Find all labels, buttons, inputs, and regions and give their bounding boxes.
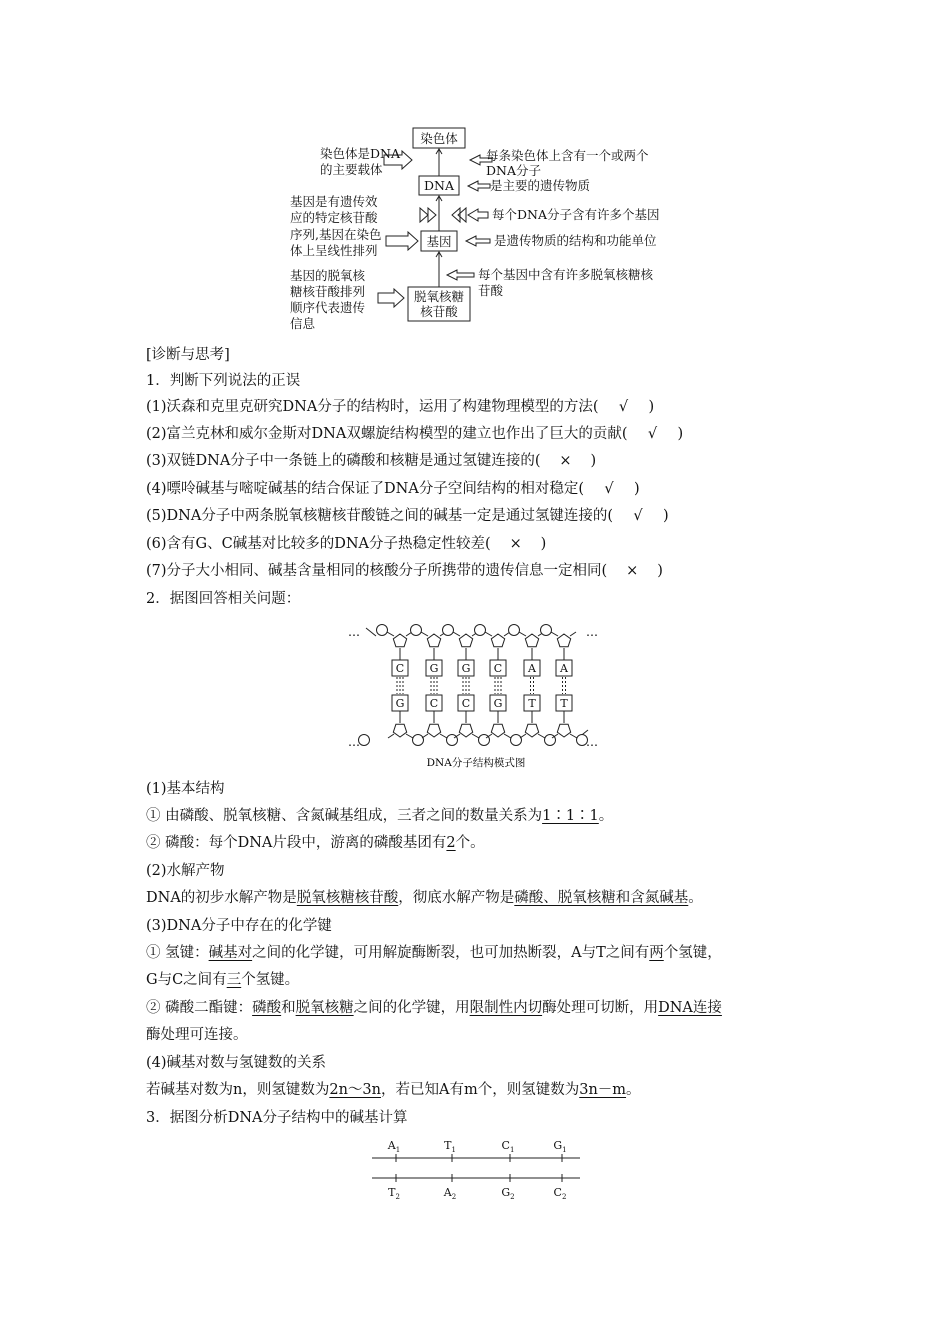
phosphate-circle [509,625,520,636]
vertical-arrows [436,149,442,287]
deoxyribose-pentagon [557,634,570,647]
backbone-segment [570,632,576,636]
base-label: T [528,697,536,710]
answer-blank: 1∶1∶1 [542,808,599,824]
concept-map-figure [282,124,682,334]
base-label: A [528,662,536,675]
strand-2-base-label: $A_2$ [443,1186,457,1201]
left-note-gene-1: 基因是有遗传效 [290,194,378,209]
part-1-a: ① 由磷酸、脱氧核糖、含氮碱基组成，三者之间的数量关系为1∶1∶1。 [146,808,614,824]
backbone-segment [485,632,492,636]
backbone-segment [570,734,577,738]
dna-structure-figure [346,620,606,772]
left-note-gene-3: 序列,基因在染色 [290,227,382,242]
answer-blank: 磷酸 [252,1000,282,1016]
deoxyribose-pentagon [525,724,538,737]
part-1-b: ② 磷酸：每个DNA片段中，游离的磷酸基团有2个。 [146,835,485,851]
backbone-segment [519,632,526,636]
strand-1-base-label: $C_1$ [501,1139,515,1154]
base-label: G [493,697,503,710]
strand-1-base-label: $A_1$ [387,1139,401,1154]
phosphate-circle [511,735,522,746]
strand-1-base-label: $G_1$ [553,1139,567,1154]
backbone-segment [520,734,526,738]
answer-blank: DNA连接 [658,1000,722,1016]
deoxyribose-pentagon [459,724,472,737]
deoxyribose-pentagon [393,724,406,737]
base-label: G [395,697,405,710]
base-label: C [395,662,405,675]
left-open-arrows [378,151,436,307]
part-4-title: (4)碱基对数与氢键数的关系 [146,1055,327,1071]
judgement-item: (2)富兰克林和威尔金斯对DNA双螺旋结构模型的建立也作出了巨大的贡献( √ ) [146,426,684,442]
part-3-b-line-2: 酶处理可连接。 [146,1027,248,1043]
right-note-7: 苷酸 [478,283,504,298]
backbone-segment [406,734,413,738]
answer-blank: 两 [649,945,664,961]
judgement-item: (7)分子大小相同、碱基含量相同的核酸分子所携带的遗传信息一定相同( × ) [146,563,663,579]
backbone-segment [422,734,428,738]
strand-2-base-label: $C_2$ [553,1186,567,1201]
answer-blank: 脱氧核糖 [295,1000,354,1016]
right-note-4: 每个DNA分子含有许多个基因 [492,207,660,222]
deoxyribose-pentagon [557,724,570,737]
part-3-a-line-1: ① 氢键：碱基对之间的化学键，可用解旋酶断裂，也可加热断裂，A与T之间有两个氢键， [146,945,722,961]
strand-2-base-label: $T_2$ [388,1186,400,1201]
backbone-segment [388,734,394,738]
backbone-segment [504,734,511,738]
answer-blank: 磷酸、脱氧核糖和含氮碱基 [514,890,689,906]
judgement-item: (3)双链DNA分子中一条链上的磷酸和核糖是通过氢键连接的( × ) [146,453,597,469]
phosphate-circle [377,625,388,636]
right-open-arrows [442,155,492,280]
backbone-segment [366,628,376,636]
question-1-title: 1．判断下列说法的正误 [146,373,301,389]
nucleotide-box-label-2: 核苷酸 [420,304,458,319]
backbone-segment [421,632,428,636]
deoxyribose-pentagon [427,724,440,737]
question-3-title: 3．据图分析DNA分子结构中的碱基计算 [146,1110,408,1126]
part-2-text: DNA的初步水解产物是脱氧核糖核苷酸，彻底水解产物是磷酸、脱氧核糖和含氮碱基。 [146,890,703,906]
dna-box-label: DNA [424,178,454,193]
phosphate-circle [541,625,552,636]
section-heading: [诊断与思考] [146,347,230,363]
backbone-segment [387,632,394,636]
part-3-title: (3)DNA分子中存在的化学键 [146,918,332,934]
chromosome-box-label: 染色体 [420,131,458,146]
left-note-nucleotide-3: 顺序代表遗传 [290,300,366,315]
part-4-text: 若碱基对数为n，则氢键数为2n～3n，若已知A有m个，则氢键数为3n－m。 [146,1082,641,1098]
left-note-nucleotide-2: 糖核苷酸排列 [290,284,366,299]
strand-2-base-label: $G_2$ [501,1186,515,1201]
phosphate-circle [475,625,486,636]
answer-blank: 3n－m [579,1082,627,1098]
deoxyribose-pentagon [525,634,538,647]
deoxyribose-pentagon [427,634,440,647]
judgement-item: (5)DNA分子中两条脱氧核糖核苷酸链之间的碱基一定是通过氢键连接的( √ ) [146,508,669,524]
answer-blank: 2n～3n [329,1082,381,1098]
phosphate-circle [447,735,458,746]
base-label: G [429,662,439,675]
question-2-title: 2．据图回答相关问题： [146,591,301,607]
phosphate-circle [545,735,556,746]
answer-blank: 脱氧核糖核苷酸 [296,890,399,906]
nucleotide-box-label-1: 脱氧核糖 [413,289,465,304]
answer-blank: 限制性内切 [469,1000,543,1016]
dna-figure-caption: DNA分子结构模式图 [426,757,526,769]
base-label: C [461,697,471,710]
right-note-2: DNA分子 [486,163,541,178]
left-note-nucleotide-4: 信息 [290,316,316,331]
part-3-b-line-1: ② 磷酸二酯键：磷酸和脱氧核糖之间的化学键，用限制性内切酶处理可切断，用DNA连接 [146,1000,722,1016]
phosphate-circle [443,625,454,636]
base-label: A [560,662,568,675]
right-note-3: 是主要的遗传物质 [490,178,591,193]
ellipsis-bottom-left: … [348,735,360,749]
answer-blank: 碱基对 [208,945,253,961]
right-note-1: 每条染色体上含有一个或两个 [486,148,649,163]
left-note-chromosome-1: 染色体是DNA [320,146,400,161]
part-3-a-line-2: G与C之间有三个氢键。 [146,972,300,988]
gene-box-label: 基因 [426,234,452,249]
base-label: G [461,662,471,675]
backbone-segment [453,632,460,636]
judgement-item: (4)嘌呤碱基与嘧啶碱基的结合保证了DNA分子空间结构的相对稳定( √ ) [146,481,640,497]
strand-1-base-label: $T_1$ [444,1139,456,1154]
base-pairing-figure [370,1136,582,1204]
backbone-segment [440,734,447,738]
base-label: C [429,697,439,710]
right-note-5: 是遗传物质的结构和功能单位 [494,233,657,248]
phosphate-circle [411,625,422,636]
deoxyribose-pentagon [393,634,406,647]
phosphate-circle [359,735,370,746]
left-note-gene-4: 体上呈线性排列 [290,243,378,258]
part-2-title: (2)水解产物 [146,863,225,879]
judgement-item: (1)沃森和克里克研究DNA分子的结构时，运用了构建物理模型的方法( √ ) [146,399,655,415]
phosphate-circle [479,735,490,746]
phosphate-circle [413,735,424,746]
ellipsis-bottom-right: … [586,735,598,749]
deoxyribose-pentagon [491,724,504,737]
left-note-nucleotide-1: 基因的脱氧核 [290,268,366,283]
deoxyribose-pentagon [459,634,472,647]
deoxyribose-pentagon [491,634,504,647]
ellipsis-top-left: … [348,625,360,639]
right-note-6: 每个基因中含有许多脱氧核糖核 [478,267,654,282]
part-1-title: (1)基本结构 [146,781,225,797]
base-label: C [493,662,503,675]
answer-blank: 2 [446,835,456,851]
backbone-segment [472,734,479,738]
backbone-segment [551,632,558,636]
answer-blank: 三 [226,972,242,988]
backbone-segment [538,734,545,738]
judgement-item: (6)含有G、C碱基对比较多的DNA分子热稳定性较差( × ) [146,536,547,552]
base-label: T [560,697,568,710]
ellipsis-top-right: … [586,625,598,639]
left-note-chromosome-2: 的主要载体 [320,162,383,177]
left-note-gene-2: 应的特定核苷酸 [290,210,378,225]
